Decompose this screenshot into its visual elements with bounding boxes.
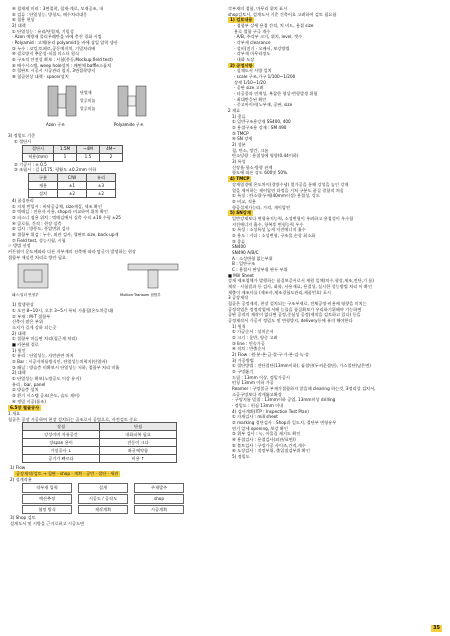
text-line: ① 가공순서 : 설치순서 xyxy=(232,329,274,335)
text-line: 1) Flow xyxy=(10,465,26,471)
text-line: ① 절단시 xyxy=(14,139,32,145)
flow-box: 설계 xyxy=(78,483,128,493)
text-line: 드릴 : 13mm 이상, 정밀가공시 xyxy=(232,374,290,380)
text-line: 각부재의 접합, 마무리 위치 표시 xyxy=(228,6,288,11)
text-line: 항공설계가능따, 가격, 재이압연 xyxy=(232,204,290,210)
text-line: 지진에너지 흡수, 항복후 변형능력 우수 xyxy=(232,221,304,227)
table-cell: 재용 xyxy=(29,182,58,190)
tolerance-table-install xyxy=(28,173,116,198)
text-line: 1) 원인 xyxy=(12,347,26,353)
table-row xyxy=(23,439,177,447)
table-header: ~4M xyxy=(77,145,100,153)
text-line: ④ 철재제 미러 : 3면접착, 철재·계로, 모재공조, 내 xyxy=(12,6,104,11)
text-line: ④ 결로방지 추운성·직접 미스터 원식 xyxy=(12,51,80,57)
text-line: ② 먹매김 : 전용자 사용, shop과 비교하여 위치 확인 xyxy=(12,209,108,215)
table-header: C/W xyxy=(58,174,87,182)
text-line: ① 지재 반입시 : 바닥공급체, size재질, 색조 확인 xyxy=(12,203,102,209)
diagram-shape xyxy=(66,86,76,116)
text-line: ② 부재 : M·T 접합부 xyxy=(12,313,51,319)
text-line: SN490 A/B/C xyxy=(232,249,259,255)
table-cell: 가설공사 ↓ xyxy=(23,447,100,455)
text-line: · 타공종과 연계성, 복잡한 형상·변형발생 위험 xyxy=(234,91,318,97)
text-line: · 각부재 마무리정도 xyxy=(234,51,271,57)
text-line: ⑤ 구조적 안전성 확보 : 시험(풍동,Mockup,field test) xyxy=(12,57,113,63)
table-cell: 좌굴에약함 xyxy=(100,447,177,455)
text-line: · 구멍지름 밀접 : 13mm이하 공업, 13mm미상 drilling xyxy=(232,397,336,403)
text-line: ② marking 절단검사 : Shop과 일도지, 절단부 변형유무 xyxy=(232,420,337,426)
text-line: 용로 접합 구극 개수 xyxy=(234,28,271,34)
text-line: ① 접합부 마들면 처리(철근재 처리) xyxy=(12,336,77,342)
text-line: ① 오전 8~10시, 오후 3~5시 특히 거울철(온도차증대) xyxy=(12,307,114,313)
text-line: 커튼월이 운도에따라 다른 자부재의 선축에 따라 맘글이 발생하는 현상 xyxy=(8,249,136,255)
text-line: 유리 , bar, panel xyxy=(12,381,46,387)
table-cell: 2 xyxy=(100,153,123,161)
text-line: ⑤ 검류 : 단열성능, 방청도, 배수처리대응 xyxy=(12,11,88,17)
table-cell: 비용 ↑ xyxy=(100,455,177,463)
text-line: · 각부재 clearance xyxy=(234,40,271,46)
text-line: 공정작업은 정정작업에 서해 능률을 품질확보가 우리하기위해야 가능하면 xyxy=(228,306,362,312)
table-row xyxy=(29,182,116,190)
diagram-label: Polyamide 구조 xyxy=(114,121,144,127)
text-line: ⑧ 철골현상 대책 · spacer설치 xyxy=(12,74,69,80)
table-header: 구분 xyxy=(29,174,58,182)
text-line: · Azon 예방제 폴리우레탄을 바에 충진 경화 시킴 xyxy=(12,34,102,40)
text-line: ③ 조립시 : 길 L/175, 평활도 ±0.2mm 이하 xyxy=(14,167,97,173)
text-line: · 설비(전기 · 오배서, 보강방법 xyxy=(234,45,290,51)
diagram-label: 알루미늄 xyxy=(80,105,96,111)
diagram-shape xyxy=(128,96,136,106)
table-header: 1.5M xyxy=(54,145,77,153)
text-line: ① 단열성능 확보(노방공도 이상 유지) xyxy=(12,375,81,381)
text-line: 설계도서 및 시방을 근거로하고 시공도면 xyxy=(10,520,85,526)
text-line: C : 용접시 판상부위 판두 부위 xyxy=(232,266,288,272)
diagram-shape xyxy=(24,270,42,282)
diagram-shape xyxy=(48,86,58,116)
text-line: 강재열경에 온도차이(경방수냉) 열가공을 통해 강성을 높인 강재 xyxy=(232,181,349,187)
text-line: Reamer : 구멍불균 부재가접합하지 않을때 clearing 하는것, 3정리상 검처서, xyxy=(232,386,376,392)
text-line: ③ line : 연속가공 xyxy=(232,340,265,346)
text-line: ④ 용접검사 : 용접검사(외관/표면/) xyxy=(232,437,296,443)
flow-box: shop xyxy=(134,494,184,504)
text-line: 연기 앞세 opening, 보강 확인 xyxy=(232,425,288,431)
text-line: ① 단열성능 : 유리/단열재, 기밀성 xyxy=(12,28,74,34)
text-line: ① 특성 : 소성특성 높게 지진에너지 흡수 xyxy=(232,227,306,233)
text-line: ③ 위부 검사 : 녹, 이물질 제거도 확인 xyxy=(232,431,301,437)
text-line: 1) 발생현상 xyxy=(12,302,34,308)
text-line: ③ 종류 xyxy=(232,238,246,244)
table-header: 절단시 xyxy=(23,145,54,153)
text-line: ③ 환기 시스템 공조(온도, 습도 제어) xyxy=(12,392,80,398)
text-line: 소지가 길게 강하 되는곳 xyxy=(12,324,57,330)
flow-box: 시공계획 xyxy=(134,505,184,515)
table-row xyxy=(23,153,123,161)
highlight-head-label: 1) 검토내용 xyxy=(230,17,253,23)
diagram-label: 알루미늄 xyxy=(80,97,96,103)
text-line: ② 용도 : 거더 : 소성변형, 구조물 손상 최소화 xyxy=(232,232,316,238)
text-line: 펀칭 13mm 이하 가공 xyxy=(232,380,274,386)
flow-box: 시공도 / 공작도 xyxy=(78,494,128,504)
text-line: ⑦ 혈판트 시공시 시공관리 철저, 3면접착방지 xyxy=(12,68,96,74)
table-cell: 1 xyxy=(54,153,77,161)
text-line: 2) 성분 xyxy=(232,142,246,148)
text-line: ② 기공시 : ± 0.5 xyxy=(14,161,47,167)
text-line: 철골은 공장 가공하여 현장 설치되는 골조로서 공법으로, 사전검토 중요 xyxy=(8,416,138,422)
text-line: · 내화 도장 xyxy=(234,57,255,63)
table-cell: ±3 xyxy=(87,182,116,190)
table-header: 장점 xyxy=(23,423,100,431)
text-line: 1) 원칙 xyxy=(232,323,246,329)
text-line: · 접합부 상세 용접 간격, 치 비드, 용접 size xyxy=(234,23,314,29)
text-line: 철골은 공정제작, 현장 설치되는 구조부재로, 전체공정·비용에 영향을 미치는 xyxy=(228,300,367,306)
text-line: ③ 파스너 점용 위치 : 먹매김에서 실측 수직 ±10 수평 ±25 xyxy=(12,215,121,221)
tolerance-table-cut xyxy=(22,145,123,162)
text-line: 강재 제조업체가 발행하는 품질보증서로서 제원 일체(치수,형상,제조,전단,기 품) xyxy=(228,278,375,284)
text-line: 철, 탄소, 망간, 크롬 xyxy=(232,147,269,153)
left-column xyxy=(8,6,220,527)
text-line: ① 유리 : 단열성능, 자연관련 차지 xyxy=(12,353,74,359)
flow-highlight-text: 공장제작/검토 → 철판 · shop · 계획 · 공반 · 절단 · 세관 xyxy=(16,470,119,476)
text-line: shop검토시, 설계도서 기준 건축어요 고려하여 검토 필요함 xyxy=(228,11,337,17)
highlight-head-label: 4) TMCP xyxy=(230,176,250,182)
table-cell: 내화피복 필요 xyxy=(100,431,177,439)
text-line: 항도에 따른 강도 600및 50%. xyxy=(232,170,289,176)
table-header: 유리 xyxy=(87,174,116,182)
table-row xyxy=(23,431,177,439)
diagram-label: 단열재 xyxy=(80,89,92,95)
text-line: ■ 카본월 결로 xyxy=(12,341,39,347)
text-line: ① 일반구조용강재 SS400, 400 xyxy=(232,119,291,125)
text-line: 3) 가공방법 xyxy=(232,357,254,363)
section-head: 3 공장제작 xyxy=(228,295,249,301)
text-line: ② 크기 : 운반, 양중 고려 xyxy=(232,334,278,340)
text-line: ④ SN 강재 xyxy=(232,136,253,142)
text-line: 4) 검사계획(ITP : Inspection Test Plan) xyxy=(232,408,309,414)
table-cell: 강성이며 자유공간 xyxy=(23,431,100,439)
text-line: 신장율·항소·방향 관계 xyxy=(232,164,273,170)
text-line: · 공판 size 고려 xyxy=(234,85,264,91)
text-line: ⑥ 배수시스템, weep hole설치 : 패면체 baffle스톱처 xyxy=(12,62,112,68)
table-cell: ±1 xyxy=(58,182,87,190)
text-line: 탄소당량 : 용접성에 영향(0.44이하) xyxy=(232,153,299,159)
text-line: · 정밀도 : 편심 13mm 이내 xyxy=(232,403,284,409)
text-line: ④ 적치 : 반출순서 xyxy=(232,346,266,352)
diagram-caption: Mullion·Transom 접합부 xyxy=(120,293,161,298)
text-line: SN400 xyxy=(232,244,246,250)
text-line: ① 자재검사 : mill sheet xyxy=(232,414,278,420)
text-line: ③ TMCP xyxy=(232,130,249,136)
diagram-shape xyxy=(118,86,128,116)
table-cell: 허용(mm) xyxy=(23,153,54,161)
text-line: · 실제도서 시방 일치 xyxy=(234,68,272,74)
joint-diagram xyxy=(8,260,208,300)
text-line: 제작 · 시험결과 등 검사, 화학, 사용재료, 용접성, 실시한 성능방법 처리 이 확인 xyxy=(228,283,372,289)
text-line: 열을 제어하는 제어압연 과정을 거쳐 구분도 품질 결합적 처음 xyxy=(232,187,344,193)
diagram-shape xyxy=(148,270,158,288)
flow-box: 작부재 입력 xyxy=(22,483,72,493)
table-row xyxy=(23,455,177,463)
text-line: 4) 품질관리 xyxy=(12,198,34,204)
flow-box: 주재발주 xyxy=(134,483,184,493)
table-cell: 장span 용이 xyxy=(23,439,100,447)
table-header: 4M~ xyxy=(100,145,123,153)
thermal-break-diagram xyxy=(8,80,208,132)
text-line: ② Bar : 시공자처틀방식인, 단열성능치력지(단열바) xyxy=(12,358,108,364)
text-line: ③ 누수 : 코킹,토페르,공동예지치, 기밀처리배 xyxy=(12,45,96,51)
text-line: ② 방습층 설치 xyxy=(12,387,39,393)
diagram-shape xyxy=(136,86,146,116)
text-line: · 중고아이비(노부재, 공판, size xyxy=(234,102,293,108)
table-cell: 설치 xyxy=(29,190,58,198)
highlight-head-label: 5) SN강재 xyxy=(230,210,251,216)
diagram-shape xyxy=(128,264,178,270)
text-line: 1) 종류 xyxy=(232,113,246,119)
text-line: 공판 공작의 제작이 없다면 공정,중심성 공정(제작을 검토하고 있다) 등을 xyxy=(228,312,361,318)
text-line: ⑤ 검사 : 방풍도, 풍압변위 검사 xyxy=(12,226,70,232)
page-number: 35 xyxy=(433,625,440,632)
text-line: ⑥ 도장검사 : 적정부위, 출입점검부위 확인 xyxy=(232,448,310,454)
table-header: 단점 xyxy=(100,423,177,431)
table-cell: ±2 xyxy=(58,190,87,198)
text-line: ② 구멍뚫기 xyxy=(232,369,254,374)
text-line: 5) 정밀도 xyxy=(232,454,250,460)
text-line: 2) 대책 xyxy=(12,330,26,336)
text-line: · Polyamid : 고체/유리 polyamid를 바에 삽입 압착 생산 xyxy=(12,40,118,46)
text-line: · 최대반응된 확인 xyxy=(234,96,267,102)
section-title-label: 6.5장 철골공사 xyxy=(10,405,40,411)
text-line: 공정제작서 가공시 정밀도 및 변형방지, delivery등에 유의 해야한다 xyxy=(228,317,353,323)
table-cell: ±2 xyxy=(87,190,116,198)
right-column xyxy=(228,6,442,460)
text-line: ④ 클로틀, 간격 : 현장 실측 xyxy=(12,220,62,226)
text-line: 3) Shop 검토 xyxy=(10,515,36,521)
diagram-shape xyxy=(58,94,66,108)
diagram-caption: 패스·멀리 연정부 xyxy=(12,293,39,298)
flow-row xyxy=(8,494,220,504)
pros-cons-table xyxy=(22,422,177,463)
section-head: 3) 정밀도 기준 xyxy=(8,133,36,139)
text-line: 2) 대책 xyxy=(12,370,26,376)
highlight-head-label: 2) 공정시항 xyxy=(230,62,253,68)
section-head: 1 개요 xyxy=(8,410,21,416)
text-line: 상세 1/10~1/20 xyxy=(234,79,266,85)
section-head: 2 재료 xyxy=(228,108,241,114)
text-line: ② 비교, 적용 xyxy=(232,198,256,204)
text-line: 제출이 제조사를 (제조사,제조경험도관리,제품번호) 포시 xyxy=(228,289,331,295)
text-line: ③ 패널 : 방습층 미확보시 단열성능 저하, 접합부 처리 미흡 xyxy=(12,364,120,370)
text-line: 2) Flow : 원·분·본·금·절·구·가·본·검·녹·송 xyxy=(232,351,310,357)
text-line: ④ 정밀 시공(품조) xyxy=(12,398,46,404)
table-cell: 공기가 빠르다 xyxy=(23,455,100,463)
flow-box: 예산추정 xyxy=(22,494,72,504)
diagram-label: Azon 구조 xyxy=(46,121,65,127)
section-head: ☞ 방법 선정 xyxy=(8,243,31,249)
text-line: ② 용접구조용 강재 : SM 490 xyxy=(232,125,287,131)
text-line: 2) 설계작용 xyxy=(10,476,32,482)
text-line: 3) 특성 xyxy=(232,159,246,165)
text-line: · scale 구조,가구 1/100~1/200 xyxy=(234,74,296,80)
section-head: ■ Mill Sheet xyxy=(228,272,254,278)
table-row xyxy=(29,190,116,198)
text-line: 소공구멍보다 작게뚫고확장 xyxy=(232,391,282,397)
text-line: 일반강재보다 변형유저능력, 소성변형이 우려하고 용접성이 우수함 xyxy=(232,215,354,221)
text-line: ⑥ 철용 현상 xyxy=(12,17,35,23)
text-line: ⑤ 볼트검사 : 구멍가공 사이즈,간격,개수 xyxy=(232,442,306,448)
table-cell: 진동이 크다 xyxy=(100,439,177,447)
text-line: ⑥ 접합부 위검 : 누수, 외관 검사, 혈판트 size, back up재 xyxy=(12,232,119,238)
table-row xyxy=(23,447,177,455)
text-line: ① 특징 : 탄소량·두께(40mm이상) 용접성, 강도 xyxy=(232,193,320,199)
text-line: ⑦ Field test, 성능시험, 시험 xyxy=(12,237,66,243)
table-cell: 1.5 xyxy=(77,153,100,161)
text-line: 신축이 많은 부위 xyxy=(12,319,43,325)
flow-row xyxy=(8,505,220,515)
text-line: A : 소성변형 없는부위 xyxy=(232,255,273,261)
text-line: B : 일반구조 xyxy=(232,261,256,267)
text-line: · A/B, 주각부 크기, 위치, level, 갯수 xyxy=(234,34,303,40)
text-line: ① 절단방법 : 전단절단(13mm이하), 톱절단(두꺼운절단), 가스절단(남은면) xyxy=(232,363,371,369)
flow-row xyxy=(8,483,220,493)
text-line: 접합부 재실런 처리로 방안 필요 xyxy=(8,254,66,260)
text-line: 2) 대책 xyxy=(12,23,26,29)
flow-box: 재작계획 xyxy=(78,505,128,515)
flow-box: 협정 방식 xyxy=(22,505,72,515)
